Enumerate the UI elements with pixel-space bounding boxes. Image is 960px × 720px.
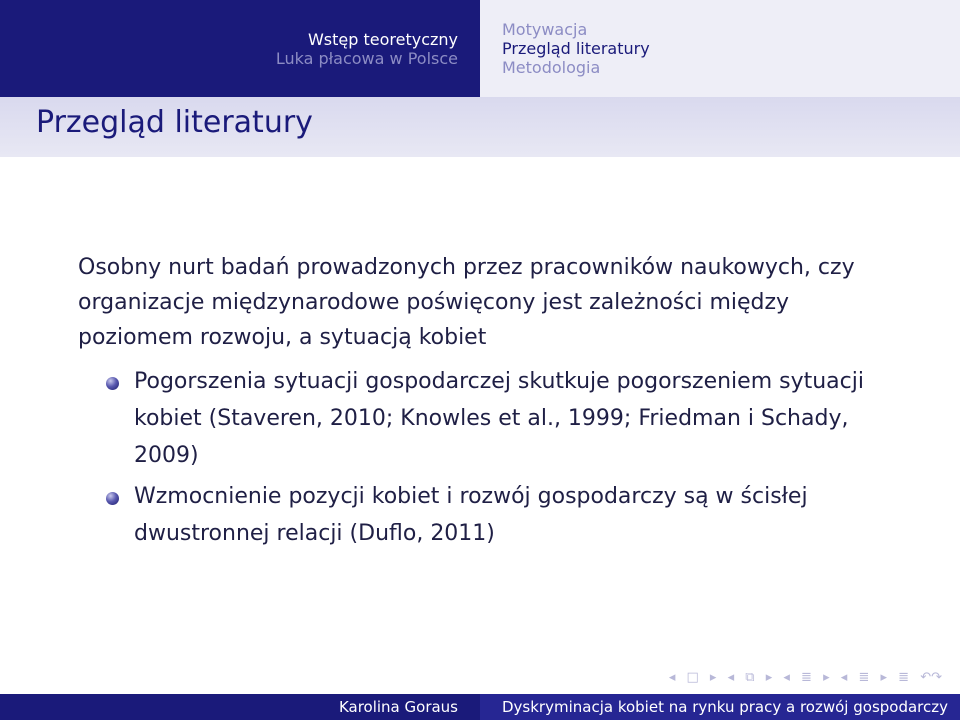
nav-subsection-przeglad-literatury[interactable]: Przegląd literatury <box>502 39 650 58</box>
nav-subsection-motywacja[interactable]: Motywacja <box>502 20 588 39</box>
beamer-navigation-symbols <box>662 670 942 690</box>
nav-next-subsection-icon[interactable]: ▸ <box>823 670 830 685</box>
frame-title-bar <box>0 97 960 157</box>
nav-subsection-metodologia[interactable]: Metodologia <box>502 58 601 77</box>
header-navigation <box>0 0 960 97</box>
nav-next-slide-icon[interactable]: ▸ <box>709 670 717 685</box>
nav-prev-section-icon[interactable]: ◂ <box>840 670 848 685</box>
nav-prev-frame-icon[interactable]: ◂ <box>727 670 735 685</box>
nav-slide-icon[interactable]: □ <box>686 670 699 685</box>
frame-title: Przegląd literatury <box>36 105 313 140</box>
bullet-ball-icon <box>106 377 119 390</box>
nav-back-forward-icon[interactable]: ↶↷ <box>920 670 942 685</box>
nav-prev-subsection-icon[interactable]: ◂ <box>783 670 790 685</box>
footer <box>0 694 960 720</box>
nav-prev-slide-icon[interactable]: ◂ <box>668 670 676 685</box>
footer-author-block <box>0 694 480 720</box>
nav-document-icon[interactable]: ≣ <box>898 670 910 685</box>
nav-section-luka-placowa[interactable]: Luka płacowa w Polsce <box>275 49 458 68</box>
bullet-text: Wzmocnienie pozycji kobiet i rozwój gospodarczy są w ścisłej dwustronnej relacji (Duflo, 2011) <box>134 484 808 546</box>
bullet-item <box>78 478 898 552</box>
footer-short-title: Dyskryminacja kobiet na rynku pracy a rozwój gospodarczy <box>502 698 949 716</box>
section-navigation <box>0 0 480 97</box>
intro-paragraph: Osobny nurt badań prowadzonych przez pracowników naukowych, czy organizacje międzynarodowe poświęcony jest zależności między poziomem rozwoju, a sytuacją kobiet <box>78 255 855 350</box>
slide-content <box>78 250 898 556</box>
bullet-ball-icon <box>106 492 119 505</box>
nav-section-wstep-teoretyczny[interactable]: Wstęp teoretyczny <box>307 30 458 49</box>
nav-frame-icon[interactable]: ⧉ <box>745 670 755 685</box>
nav-section-icon[interactable]: ≣ <box>858 670 870 685</box>
footer-author: Karolina Goraus <box>338 698 458 716</box>
nav-subsection-icon[interactable]: ≣ <box>801 670 812 685</box>
bullet-item <box>78 363 898 474</box>
footer-title-block <box>480 694 960 720</box>
bullet-list <box>78 363 898 552</box>
nav-next-frame-icon[interactable]: ▸ <box>765 670 773 685</box>
nav-next-section-icon[interactable]: ▸ <box>880 670 888 685</box>
bullet-text: Pogorszenia sytuacji gospodarczej skutkuje pogorszeniem sytuacji kobiet (Staveren, 2010; Knowles et al., 1999; Friedman i Schady, 2009) <box>134 369 864 468</box>
subsection-navigation <box>480 0 960 97</box>
